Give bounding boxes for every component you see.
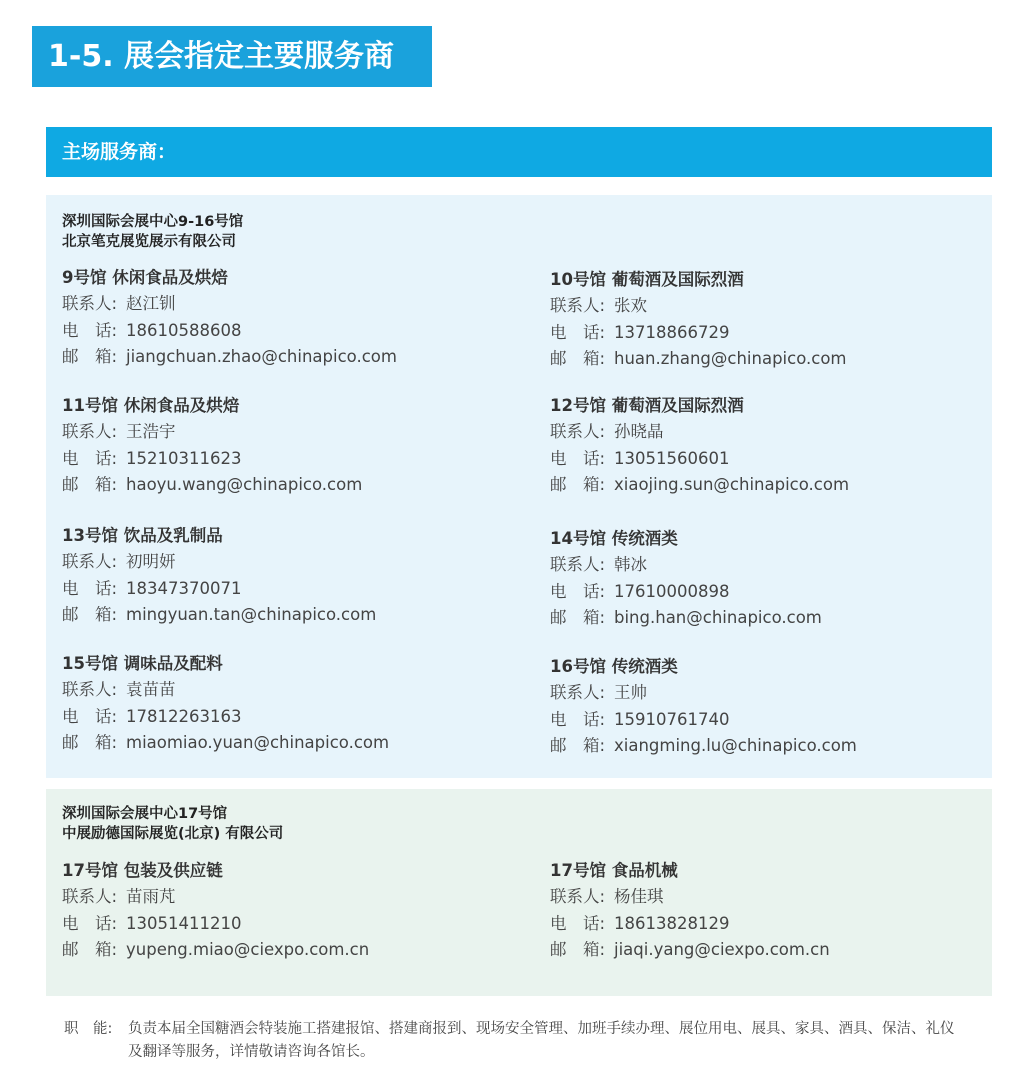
email-label: 邮 箱: bbox=[550, 475, 606, 495]
phone-label: 电 话: bbox=[62, 706, 118, 726]
contact-name: 袁苗苗 bbox=[126, 680, 176, 699]
phone-number: 18610588608 bbox=[126, 320, 242, 340]
phone-row bbox=[62, 576, 492, 603]
contact-person-row bbox=[550, 884, 980, 911]
contact-label: 联系人: bbox=[550, 555, 606, 574]
hall-title: 13号馆 饮品及乳制品 bbox=[62, 526, 223, 545]
venue-company: 中展励德国际展览(北京) 有限公司 bbox=[62, 826, 284, 842]
email-row bbox=[550, 472, 980, 499]
contact-card bbox=[550, 393, 980, 499]
phone-number: 13051411210 bbox=[126, 913, 242, 933]
contact-person-row bbox=[62, 677, 492, 704]
phone-label: 电 话: bbox=[62, 913, 118, 933]
phone-row bbox=[550, 579, 980, 606]
email-row bbox=[550, 346, 980, 373]
phone-label: 电 话: bbox=[550, 448, 606, 468]
page-title: 1-5. 展会指定主要服务商 bbox=[32, 26, 432, 87]
hall-title: 15号馆 调味品及配料 bbox=[62, 654, 223, 673]
email-address[interactable]: huan.zhang@chinapico.com bbox=[614, 349, 847, 369]
contact-name: 杨佳琪 bbox=[614, 887, 664, 906]
footer-label: 职 能: bbox=[64, 1021, 113, 1037]
contact-card bbox=[550, 267, 980, 373]
email-row bbox=[62, 937, 492, 964]
email-label: 邮 箱: bbox=[550, 608, 606, 628]
contact-card bbox=[550, 526, 980, 632]
hall-title: 17号馆 包装及供应链 bbox=[62, 861, 223, 880]
hall-title: 16号馆 传统酒类 bbox=[550, 657, 678, 676]
contact-person-row bbox=[550, 680, 980, 707]
phone-number: 17812263163 bbox=[126, 706, 242, 726]
email-row bbox=[550, 605, 980, 632]
venue-name: 深圳国际会展中心17号馆 bbox=[62, 806, 228, 822]
phone-row bbox=[62, 446, 492, 473]
contact-card bbox=[62, 651, 492, 757]
hall-title: 12号馆 葡萄酒及国际烈酒 bbox=[550, 396, 744, 415]
contact-person-row bbox=[62, 884, 492, 911]
phone-number: 13051560601 bbox=[614, 448, 730, 468]
contact-name: 韩冰 bbox=[614, 555, 647, 574]
contact-name: 孙晓晶 bbox=[614, 422, 664, 441]
phone-row bbox=[550, 911, 980, 938]
email-label: 邮 箱: bbox=[62, 475, 118, 495]
contact-label: 联系人: bbox=[62, 887, 118, 906]
email-address[interactable]: mingyuan.tan@chinapico.com bbox=[126, 605, 377, 625]
email-address[interactable]: xiangming.lu@chinapico.com bbox=[614, 736, 857, 756]
contact-label: 联系人: bbox=[62, 552, 118, 571]
email-address[interactable]: xiaojing.sun@chinapico.com bbox=[614, 475, 850, 495]
hall-title: 17号馆 食品机械 bbox=[550, 861, 678, 880]
contact-person-row bbox=[550, 419, 980, 446]
contact-label: 联系人: bbox=[62, 294, 118, 313]
contact-card bbox=[62, 393, 492, 499]
contact-label: 联系人: bbox=[550, 422, 606, 441]
phone-number: 15910761740 bbox=[614, 709, 730, 729]
phone-number: 18347370071 bbox=[126, 578, 242, 598]
contact-label: 联系人: bbox=[62, 422, 118, 441]
phone-row bbox=[62, 911, 492, 938]
hall-title: 11号馆 休闲食品及烘焙 bbox=[62, 396, 240, 415]
email-row bbox=[550, 733, 980, 760]
contact-card bbox=[62, 265, 492, 371]
email-address[interactable]: bing.han@chinapico.com bbox=[614, 608, 822, 628]
email-address[interactable]: haoyu.wang@chinapico.com bbox=[126, 475, 363, 495]
phone-label: 电 话: bbox=[62, 448, 118, 468]
email-label: 邮 箱: bbox=[550, 736, 606, 756]
venue-panel-9-16 bbox=[46, 195, 992, 778]
phone-row bbox=[62, 704, 492, 731]
contact-name: 张欢 bbox=[614, 296, 647, 315]
email-label: 邮 箱: bbox=[62, 347, 118, 367]
phone-row bbox=[62, 318, 492, 345]
phone-row bbox=[550, 446, 980, 473]
contact-label: 联系人: bbox=[550, 887, 606, 906]
hall-title: 14号馆 传统酒类 bbox=[550, 529, 678, 548]
hall-title: 9号馆 休闲食品及烘焙 bbox=[62, 268, 228, 287]
contact-label: 联系人: bbox=[550, 683, 606, 702]
email-label: 邮 箱: bbox=[62, 733, 118, 753]
email-row bbox=[62, 602, 492, 629]
contact-card bbox=[550, 858, 980, 964]
contact-name: 王浩宇 bbox=[126, 422, 176, 441]
email-label: 邮 箱: bbox=[62, 940, 118, 960]
contact-name: 初明妍 bbox=[126, 552, 176, 571]
footer-note bbox=[64, 1018, 964, 1064]
phone-number: 17610000898 bbox=[614, 581, 730, 601]
email-label: 邮 箱: bbox=[550, 349, 606, 369]
email-row bbox=[62, 472, 492, 499]
venue-panel-17 bbox=[46, 789, 992, 996]
email-row bbox=[62, 344, 492, 371]
phone-label: 电 话: bbox=[62, 320, 118, 340]
footer-text: 负责本届全国糖酒会特装施工搭建报馆、搭建商报到、现场安全管理、加班手续办理、展位用电、展具、家具、酒具、保洁、礼仪及翻译等服务，详情敬请咨询各馆长。 bbox=[128, 1021, 955, 1060]
email-address[interactable]: yupeng.miao@ciexpo.com.cn bbox=[126, 940, 370, 960]
phone-number: 13718866729 bbox=[614, 322, 730, 342]
contact-name: 王帅 bbox=[614, 683, 647, 702]
phone-number: 15210311623 bbox=[126, 448, 242, 468]
phone-label: 电 话: bbox=[550, 322, 606, 342]
section-header: 主场服务商： bbox=[46, 127, 992, 177]
contact-person-row bbox=[62, 419, 492, 446]
phone-label: 电 话: bbox=[550, 581, 606, 601]
email-row bbox=[62, 730, 492, 757]
hall-title: 10号馆 葡萄酒及国际烈酒 bbox=[550, 270, 744, 289]
contact-person-row bbox=[550, 552, 980, 579]
phone-label: 电 话: bbox=[550, 913, 606, 933]
email-label: 邮 箱: bbox=[550, 940, 606, 960]
contact-card bbox=[550, 654, 980, 760]
email-row bbox=[550, 937, 980, 964]
contact-person-row bbox=[62, 291, 492, 318]
contact-label: 联系人: bbox=[62, 680, 118, 699]
contact-card bbox=[62, 858, 492, 964]
email-label: 邮 箱: bbox=[62, 605, 118, 625]
contact-person-row bbox=[62, 549, 492, 576]
phone-number: 18613828129 bbox=[614, 913, 730, 933]
contact-name: 苗雨芃 bbox=[126, 887, 176, 906]
email-address[interactable]: jiangchuan.zhao@chinapico.com bbox=[126, 347, 397, 367]
phone-label: 电 话: bbox=[62, 578, 118, 598]
phone-label: 电 话: bbox=[550, 709, 606, 729]
phone-row bbox=[550, 707, 980, 734]
contact-person-row bbox=[550, 293, 980, 320]
contact-card bbox=[62, 523, 492, 629]
email-address[interactable]: jiaqi.yang@ciexpo.com.cn bbox=[614, 940, 830, 960]
contact-label: 联系人: bbox=[550, 296, 606, 315]
venue-company: 北京笔克展览展示有限公司 bbox=[62, 234, 236, 250]
phone-row bbox=[550, 320, 980, 347]
venue-name: 深圳国际会展中心9-16号馆 bbox=[62, 214, 244, 230]
contact-name: 赵江钏 bbox=[126, 294, 176, 313]
email-address[interactable]: miaomiao.yuan@chinapico.com bbox=[126, 733, 390, 753]
